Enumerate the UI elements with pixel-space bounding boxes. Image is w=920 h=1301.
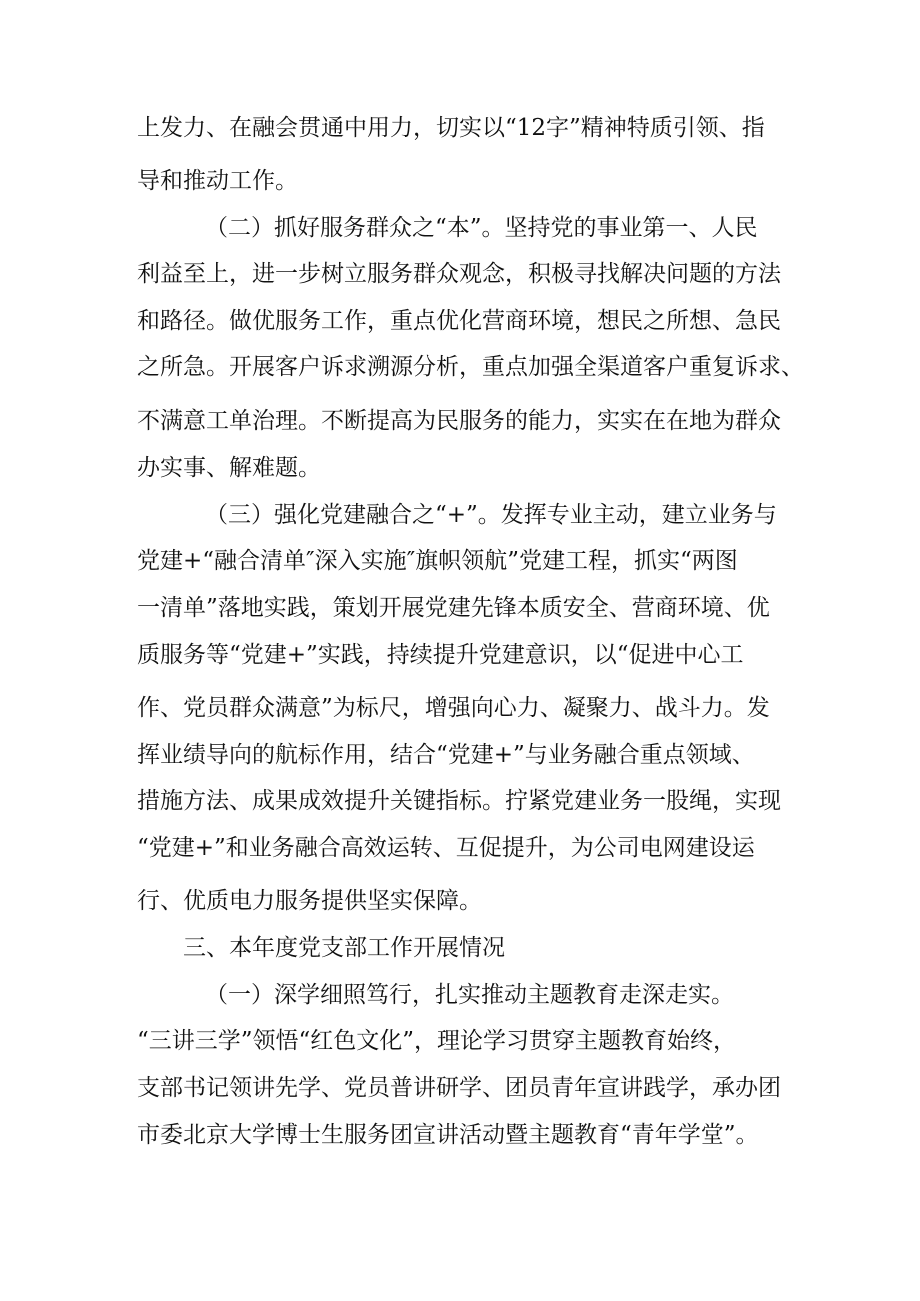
text-line: 行、优质电力服务提供坚实保障。 <box>137 888 482 914</box>
text-line: 和路径。做优服务工作，重点优化营商环境，想民之所想、急民 <box>137 308 781 334</box>
text-line: “党建+”和业务融合高效运转、互促提升，为公司电网建设运 <box>137 835 755 861</box>
text-line: 质服务等“党建+”实践，持续提升党建意识，以“促进中心工 <box>137 642 744 668</box>
paragraph-heading: （一）深学细照笃行，扎实推动主题教育走深走实。 <box>205 982 734 1008</box>
text-line: 利益至上，进一步树立服务群众观念，积极寻找解决问题的方法 <box>137 261 781 287</box>
text-line: 办实事、解难题。 <box>137 455 321 481</box>
text-line: 党建+“融合清单″深入实施″旗帜领航”党建工程，抓实“两图 <box>137 548 738 574</box>
paragraph-heading: （二）抓好服务群众之“本”。坚持党的事业第一、人民 <box>205 215 758 241</box>
text-line: 不满意工单治理。不断提高为民服务的能力，实实在在地为群众 <box>137 408 781 434</box>
text-line: 导和推动工作。 <box>137 168 298 194</box>
text-line: 支部书记领讲先学、党员普讲研学、团员青年宣讲践学，承办团 <box>137 1075 781 1101</box>
text-line: “三讲三学”领悟“红色文化”，理论学习贯穿主题教育始终， <box>137 1028 737 1054</box>
text-line: 措施方法、成果成效提升关键指标。拧紧党建业务一股绳，实现 <box>137 788 781 814</box>
text-line: 市委北京大学博士生服务团宣讲活动暨主题教育“青年学堂”。 <box>137 1122 759 1148</box>
section-heading: 三、本年度党支部工作开展情况 <box>183 935 505 961</box>
paragraph-heading: （三）强化党建融合之“+”。发挥专业主动，建立业务与 <box>205 502 777 528</box>
text-line: 挥业绩导向的航标作用，结合“党建+”与业务融合重点领域、 <box>137 742 755 768</box>
text-line: 一清单”落地实践，策划开展党建先锋本质安全、营商环境、优 <box>137 595 770 621</box>
text-line: 之所急。开展客户诉求溯源分析，重点加强全渠道客户重复诉求、 <box>137 354 804 380</box>
text-line: 上发力、在融会贯通中用力，切实以“12字”精神特质引领、指 <box>137 115 765 141</box>
text-line: 作、党员群众满意”为标尺，增强向心力、凝聚力、战斗力。发 <box>137 695 770 721</box>
